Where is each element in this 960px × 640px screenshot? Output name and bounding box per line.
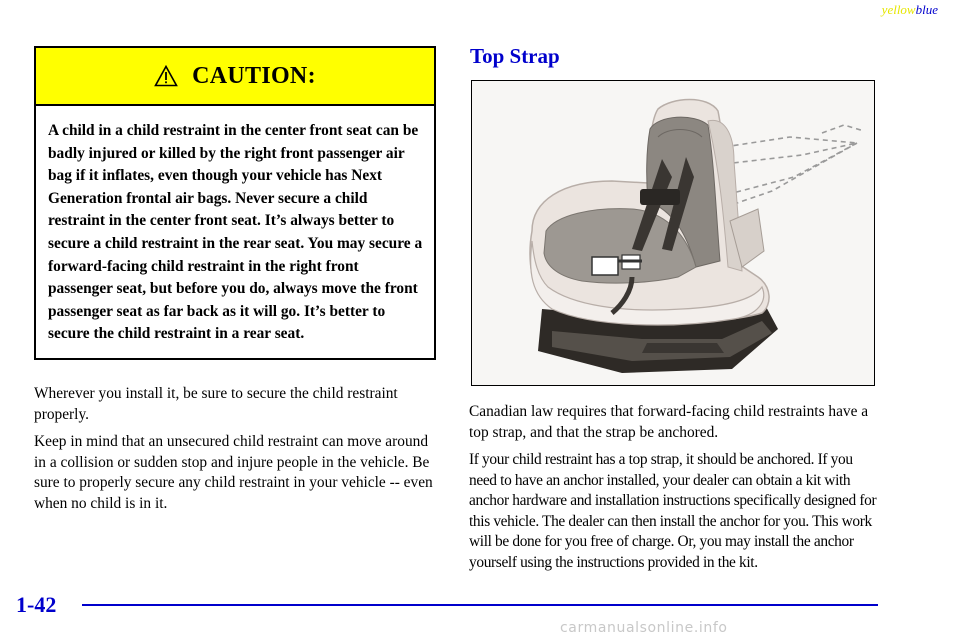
child-seat-figure bbox=[471, 80, 875, 386]
caution-title: CAUTION: bbox=[192, 62, 316, 89]
section-title: Top Strap bbox=[470, 44, 560, 68]
edition-tag-blue: blue bbox=[915, 2, 938, 17]
watermark: carmanualsonline.info bbox=[560, 620, 728, 636]
caution-box bbox=[34, 46, 436, 360]
paragraph-canadian-law: Canadian law requires that forward-facing child restraints have a top strap, and that the strap be anchored. bbox=[469, 403, 869, 441]
caution-header bbox=[36, 48, 434, 106]
warning-triangle-icon bbox=[154, 65, 178, 87]
caution-text: A child in a child restraint in the center front seat can be badly injured or killed by the right front passenger air bag if it inflates, even though your vehicle has Next Generation frontal air bags. Never secure a child restraint in the center front seat. It’s always better to secure a child restraint in the rear seat. You may secure a forward-facing child restraint in the right front passenger seat, but before you do, always move the front passenger seat as far back as it will go. It’s better to secure the child restraint in a rear seat. bbox=[48, 122, 423, 343]
edition-tag bbox=[882, 2, 938, 18]
footer-rule bbox=[82, 604, 878, 606]
paragraph-unsecured-restraint: Keep in mind that an unsecured child restraint can move around in a collision or sudden stop and injure people in the vehicle. Be sure to properly secure any child restraint in your vehicle -- even when no child is in it. bbox=[34, 433, 433, 512]
child-seat-illustration bbox=[472, 81, 874, 385]
paragraph-secure-properly: Wherever you install it, be sure to secure the child restraint properly. bbox=[34, 385, 398, 423]
page-number: 1-42 bbox=[16, 592, 57, 617]
edition-tag-yellow: yellow bbox=[881, 2, 916, 17]
paragraph-anchor-instructions: If your child restraint has a top strap, it should be anchored. If you need to have an anchor installed, your dealer can obtain a kit with anchor hardware and installation instructions specifically designed for this vehicle. The dealer can then install the anchor for you. This work will be done for you free of charge. Or, you may install the anchor yourself using the instructions provided in the kit. bbox=[469, 451, 877, 571]
